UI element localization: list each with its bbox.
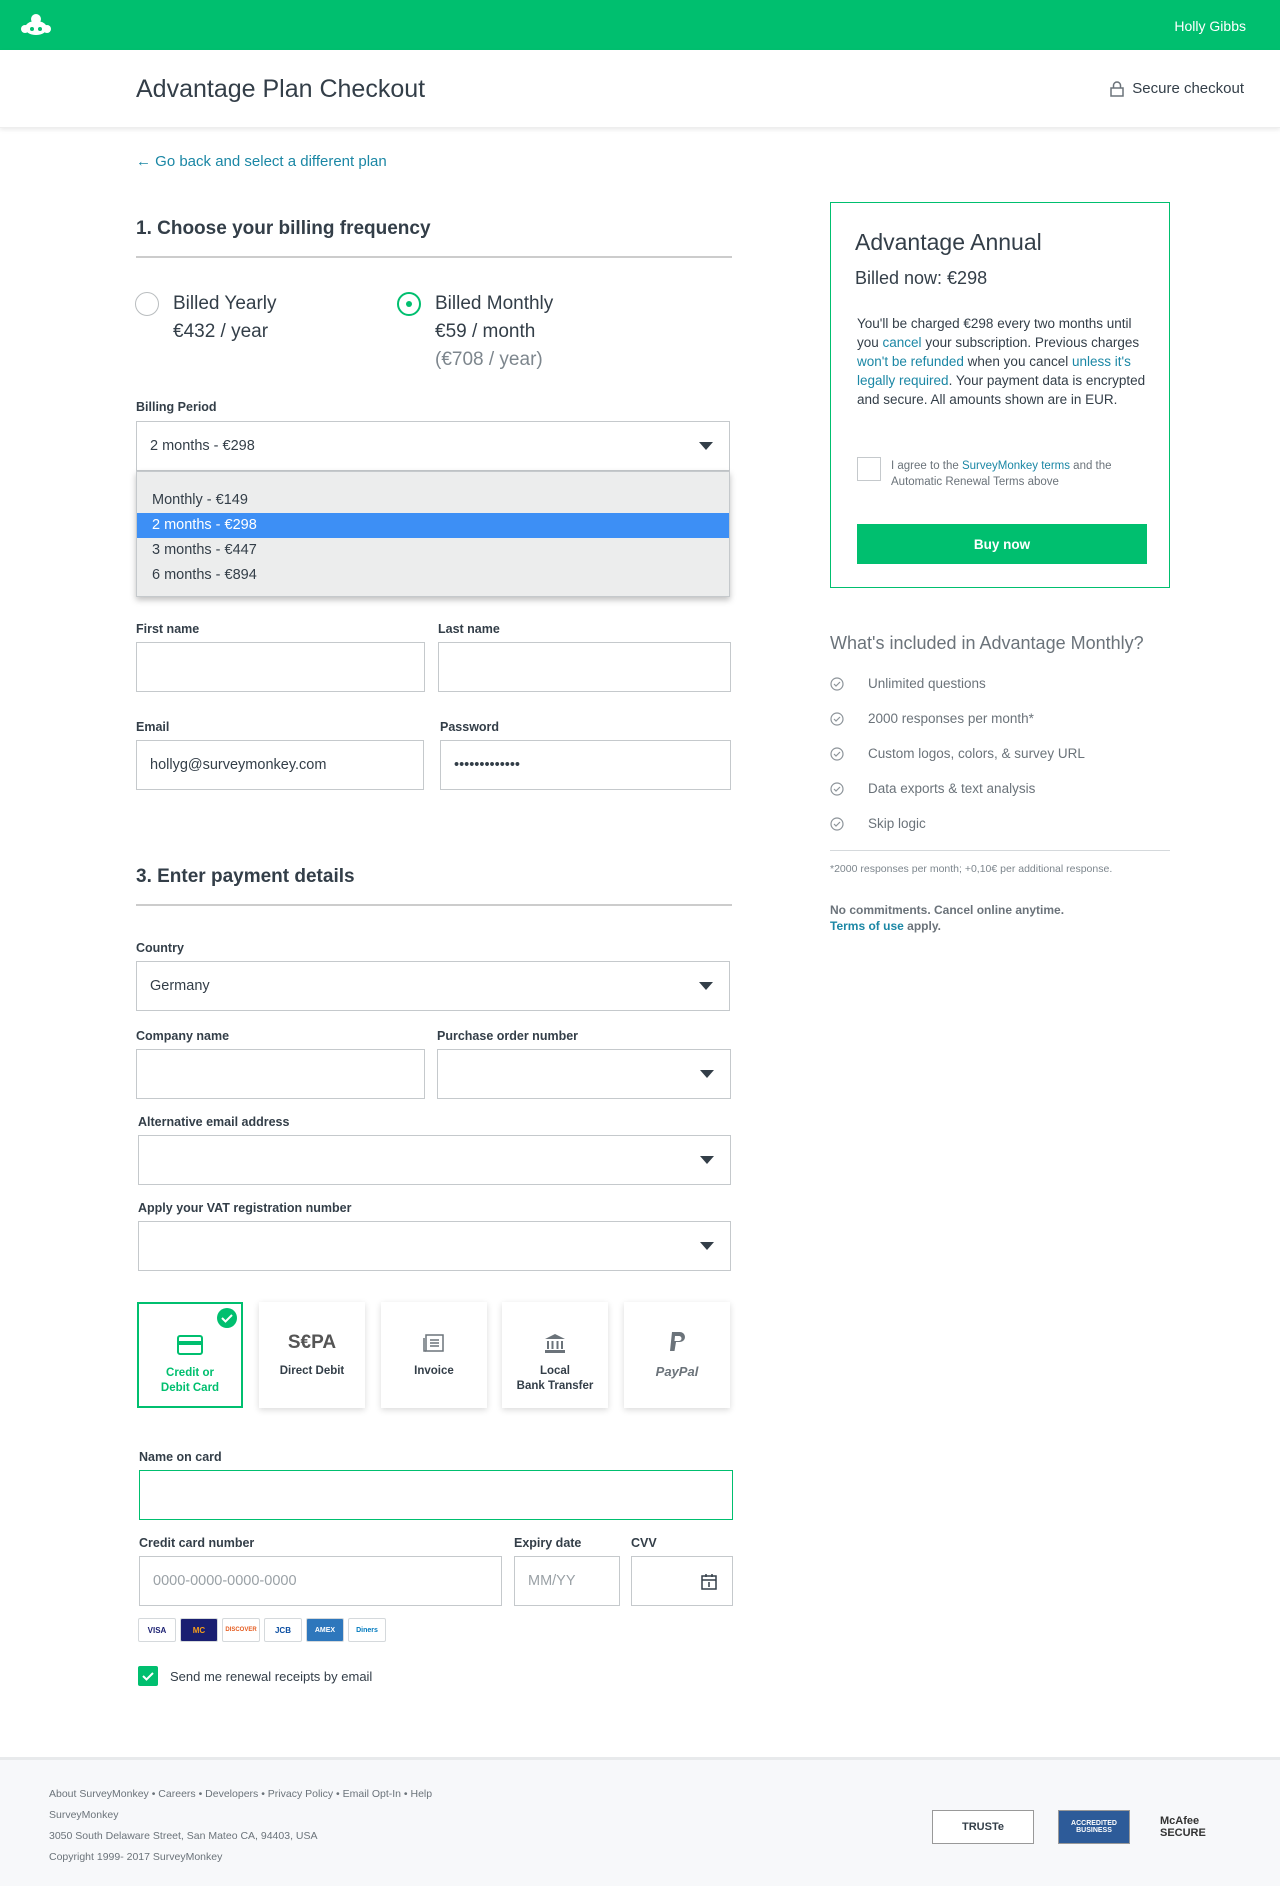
order-summary xyxy=(830,202,1170,588)
po-number-select[interactable] xyxy=(437,1049,731,1099)
payment-method-label: Direct Debit xyxy=(279,1365,345,1377)
section-divider xyxy=(136,256,732,258)
first-name-field[interactable] xyxy=(136,642,425,692)
jcb-icon: JCB xyxy=(264,1618,302,1642)
billing-section-title: 1. Choose your billing frequency xyxy=(136,218,431,239)
sepa-icon xyxy=(259,1330,365,1356)
charge-text: when you cancel xyxy=(963,354,1072,369)
po-number-label: Purchase order number xyxy=(437,1029,579,1043)
feature-label: Unlimited questions xyxy=(868,676,986,691)
calendar-icon xyxy=(701,1573,717,1590)
vat-select[interactable] xyxy=(138,1221,731,1271)
charge-text: You'll be charged €298 every two months until you xyxy=(857,316,1132,350)
check-circle-icon xyxy=(830,747,844,761)
card-number-label: Credit card number xyxy=(139,1536,255,1550)
terms-link[interactable]: SurveyMonkey terms xyxy=(961,460,1070,472)
lock-icon xyxy=(1110,81,1124,97)
dropdown-option[interactable]: 6 months - €894 xyxy=(152,567,257,583)
billing-period-dropdown[interactable] xyxy=(136,471,730,597)
check-icon xyxy=(217,1308,237,1328)
payment-method-label: Local xyxy=(539,1365,571,1377)
charge-text: your subscription. Previous charges xyxy=(921,335,1140,350)
user-menu[interactable]: Holly Gibbs xyxy=(1174,18,1246,34)
amex-icon: AMEX xyxy=(306,1618,344,1642)
password-label: Password xyxy=(440,720,500,734)
yearly-label: Billed Yearly xyxy=(173,293,277,314)
invoice-icon xyxy=(381,1330,487,1356)
renewal-label: Send me renewal receipts by email xyxy=(170,1669,373,1684)
vat-label: Apply your VAT registration number xyxy=(138,1201,352,1215)
section-divider xyxy=(136,904,732,906)
feature-label: 2000 responses per month* xyxy=(868,711,1034,726)
credit-card-icon xyxy=(139,1332,241,1358)
truste-badge[interactable]: TRUSTe xyxy=(932,1810,1034,1844)
chevron-down-icon xyxy=(700,1242,714,1250)
country-value: Germany xyxy=(150,978,210,994)
back-link[interactable]: ← Go back and select a different plan xyxy=(136,153,387,170)
diners-icon: Diners xyxy=(348,1618,386,1642)
cvv-field[interactable] xyxy=(631,1556,733,1606)
included-title: What's included in Advantage Monthly? xyxy=(830,633,1144,653)
check-circle-icon xyxy=(830,782,844,796)
chevron-down-icon xyxy=(699,442,713,450)
feature-item xyxy=(830,746,1085,761)
feature-item xyxy=(830,676,986,691)
name-on-card-label: Name on card xyxy=(139,1450,222,1464)
feature-label: Data exports & text analysis xyxy=(868,781,1036,796)
paypal-icon xyxy=(624,1330,730,1356)
bbb-badge[interactable]: ACCREDITED BUSINESS xyxy=(1058,1810,1130,1844)
dropdown-option-selected[interactable]: 2 months - €298 xyxy=(137,513,729,538)
check-circle-icon xyxy=(830,712,844,726)
alt-email-label: Alternative email address xyxy=(138,1115,290,1129)
payment-method-label: Invoice xyxy=(414,1365,454,1377)
check-icon xyxy=(138,1666,158,1686)
email-label: Email xyxy=(136,720,170,734)
features-divider xyxy=(830,850,1170,851)
legal-link[interactable]: unless it's legally required xyxy=(857,354,1131,388)
payment-method-label: Debit Card xyxy=(160,1382,220,1394)
secure-checkout xyxy=(1110,80,1244,97)
chevron-down-icon xyxy=(700,1156,714,1164)
charge-description xyxy=(857,314,1157,409)
yearly-radio[interactable] xyxy=(135,292,159,316)
card-number-field[interactable] xyxy=(139,1556,502,1606)
page-footer xyxy=(0,1757,1280,1886)
footer-copyright: Copyright 1999- 2017 SurveyMonkey xyxy=(49,1851,223,1863)
commitment-text: No commitments. Cancel online anytime. xyxy=(830,903,1065,917)
password-value: ••••••••••••• xyxy=(454,757,520,773)
feature-item xyxy=(830,781,1035,796)
billed-now: Billed now: €298 xyxy=(855,268,988,288)
discover-icon: DISCOVER xyxy=(222,1618,260,1642)
company-name-label: Company name xyxy=(136,1029,230,1043)
terms-suffix: apply. xyxy=(903,919,941,933)
dropdown-option[interactable]: Monthly - €149 xyxy=(152,492,248,508)
feature-item xyxy=(830,816,926,831)
trust-badges xyxy=(932,1810,1230,1844)
payment-method-label: Bank Transfer xyxy=(516,1380,594,1392)
mcafee-badge[interactable]: McAfee SECURE xyxy=(1160,1815,1206,1839)
email-field[interactable] xyxy=(136,740,424,790)
cancel-link[interactable]: cancel xyxy=(882,335,922,350)
payment-method-paypal[interactable] xyxy=(624,1302,730,1408)
payment-method-label: PayPal xyxy=(655,1364,699,1379)
last-name-label: Last name xyxy=(438,622,500,636)
company-name-field[interactable] xyxy=(136,1049,425,1099)
footer-links[interactable]: About SurveyMonkey • Careers • Developers • Privacy Policy • Email Opt-In • Help xyxy=(49,1788,433,1800)
payment-method-direct-debit[interactable] xyxy=(259,1302,365,1408)
email-value: hollyg@surveymonkey.com xyxy=(150,757,327,773)
last-name-field[interactable] xyxy=(438,642,731,692)
payment-method-invoice[interactable] xyxy=(381,1302,487,1408)
footer-company: SurveyMonkey xyxy=(49,1809,119,1821)
mastercard-icon: MC xyxy=(180,1618,218,1642)
check-circle-icon xyxy=(830,677,844,691)
agree-text: I agree to the xyxy=(891,460,962,472)
yearly-price: €432 / year xyxy=(173,321,269,342)
country-label: Country xyxy=(136,941,184,955)
monthly-price: €59 / month xyxy=(435,321,536,342)
top-bar xyxy=(0,0,1280,50)
expiry-label: Expiry date xyxy=(514,1536,582,1550)
billing-period-select[interactable] xyxy=(136,421,730,471)
terms-of-use-link[interactable]: Terms of use xyxy=(830,919,904,933)
buy-now-button[interactable]: Buy now xyxy=(857,524,1147,564)
card-number-placeholder: 0000-0000-0000-0000 xyxy=(153,1573,297,1589)
responses-footnote: *2000 responses per month; +0,10€ per additional response. xyxy=(830,863,1113,875)
chevron-down-icon xyxy=(699,982,713,990)
billing-period-value: 2 months - €298 xyxy=(150,438,255,454)
feature-item xyxy=(830,711,1034,726)
agree-terms-label xyxy=(891,458,1151,490)
name-on-card-field[interactable] xyxy=(139,1470,733,1520)
cvv-label: CVV xyxy=(631,1536,657,1550)
monthly-yearly-equivalent: (€708 / year) xyxy=(435,349,543,370)
bank-icon xyxy=(502,1330,608,1356)
agree-terms-checkbox[interactable] xyxy=(857,457,881,481)
payment-section-title: 3. Enter payment details xyxy=(136,866,355,887)
monthly-radio[interactable] xyxy=(397,292,421,316)
feature-label: Custom logos, colors, & survey URL xyxy=(868,746,1085,761)
monthly-label: Billed Monthly xyxy=(435,293,554,314)
commitment-note xyxy=(830,902,1064,934)
page-header xyxy=(0,50,1280,128)
first-name-label: First name xyxy=(136,622,200,636)
plan-title: Advantage Annual xyxy=(855,229,1042,255)
page-title: Advantage Plan Checkout xyxy=(136,75,426,103)
payment-method-label: Credit or xyxy=(166,1367,214,1379)
agree-text: and the Automatic Renewal Terms above xyxy=(891,460,1112,488)
payment-method-card[interactable] xyxy=(137,1302,243,1408)
renewal-checkbox[interactable] xyxy=(138,1666,158,1686)
surveymonkey-logo-icon[interactable] xyxy=(17,11,55,39)
check-circle-icon xyxy=(830,817,844,831)
country-select[interactable] xyxy=(136,961,730,1011)
charge-text: . Your payment data is encrypted and secure. All amounts shown are in EUR. xyxy=(857,373,1146,407)
feature-label: Skip logic xyxy=(868,816,926,831)
footer-address: 3050 South Delaware Street, San Mateo CA, 94403, USA xyxy=(49,1830,318,1842)
sepa-logo: S€PA xyxy=(287,1332,337,1353)
chevron-down-icon xyxy=(700,1070,714,1078)
password-field[interactable] xyxy=(440,740,731,790)
secure-checkout-label: Secure checkout xyxy=(1132,80,1244,97)
dropdown-option[interactable]: 3 months - €447 xyxy=(152,542,257,558)
payment-method-bank-transfer[interactable] xyxy=(502,1302,608,1408)
billing-period-label: Billing Period xyxy=(136,400,217,414)
visa-icon: VISA xyxy=(138,1618,176,1642)
expiry-field[interactable] xyxy=(514,1556,620,1606)
alt-email-select[interactable] xyxy=(138,1135,731,1185)
expiry-placeholder: MM/YY xyxy=(528,1573,576,1589)
accepted-cards xyxy=(138,1618,386,1642)
refund-link[interactable]: won't be refunded xyxy=(857,354,964,369)
